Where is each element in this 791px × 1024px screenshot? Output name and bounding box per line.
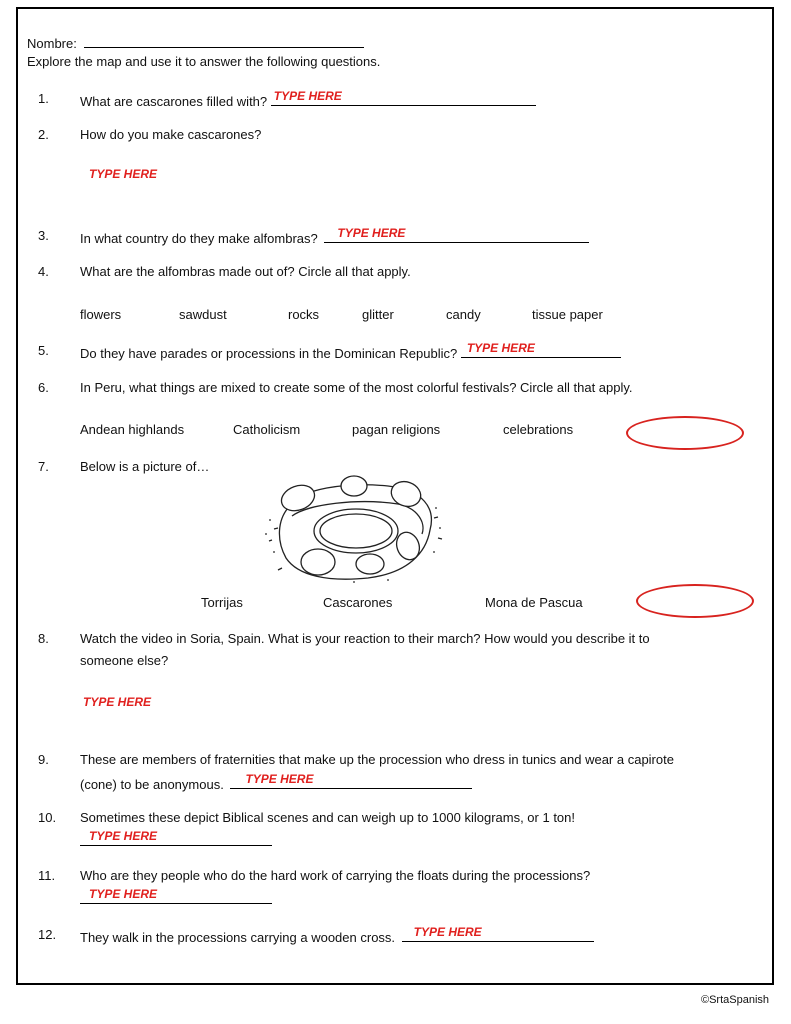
q8-answer[interactable]: TYPE HERE bbox=[83, 695, 152, 709]
q9-text-line2: (cone) to be anonymous. bbox=[80, 777, 224, 792]
q12-row bbox=[80, 927, 594, 946]
q4-option-rocks[interactable]: rocks bbox=[288, 307, 320, 322]
q7-number: 7. bbox=[38, 459, 49, 474]
q7-option-torrijas[interactable]: Torrijas bbox=[201, 595, 243, 610]
q8-text-line2: someone else? bbox=[80, 653, 169, 668]
instructions: Explore the map and use it to answer the following questions. bbox=[27, 54, 381, 69]
q5-text: Do they have parades or processions in the Dominican Republic? bbox=[80, 346, 458, 361]
q9-answer[interactable]: TYPE HERE bbox=[245, 772, 314, 786]
q3-answer-field[interactable] bbox=[324, 228, 589, 243]
q6-option-pagan-religions[interactable]: pagan religions bbox=[352, 422, 441, 437]
q4-number: 4. bbox=[38, 264, 49, 279]
q12-answer[interactable]: TYPE HERE bbox=[413, 925, 482, 939]
q4-option-flowers[interactable]: flowers bbox=[80, 307, 122, 322]
q2-answer[interactable]: TYPE HERE bbox=[89, 167, 158, 181]
q12-text: They walk in the processions carrying a wooden cross. bbox=[80, 930, 396, 945]
q11-answer-row bbox=[80, 889, 272, 908]
q7-text: Below is a picture of… bbox=[80, 459, 210, 474]
q10-answer-row bbox=[80, 831, 272, 850]
name-label: Nombre: bbox=[27, 36, 77, 51]
copyright: ©SrtaSpanish bbox=[700, 994, 769, 1006]
q4-option-glitter[interactable]: glitter bbox=[362, 307, 394, 322]
q1-number: 1. bbox=[38, 91, 49, 106]
q10-answer[interactable]: TYPE HERE bbox=[89, 829, 158, 843]
q11-text: Who are they people who do the hard work of carrying the floats during the processions? bbox=[80, 868, 591, 883]
q5-answer-field[interactable] bbox=[461, 343, 621, 358]
q4-option-candy[interactable]: candy bbox=[446, 307, 481, 322]
q6-option-catholicism[interactable]: Catholicism bbox=[233, 422, 301, 437]
q6-option-andean-highlands[interactable]: Andean highlands bbox=[80, 422, 185, 437]
q1-text: What are cascarones filled with? bbox=[80, 94, 268, 109]
name-row bbox=[27, 33, 364, 52]
q6-number: 6. bbox=[38, 380, 49, 395]
name-field[interactable] bbox=[84, 33, 364, 48]
q1-answer[interactable]: TYPE HERE bbox=[273, 89, 342, 103]
q10-answer-field[interactable] bbox=[80, 831, 272, 846]
q11-number: 11. bbox=[38, 868, 56, 883]
q10-number: 10. bbox=[38, 810, 57, 825]
q9-row bbox=[80, 774, 472, 793]
q5-answer[interactable]: TYPE HERE bbox=[466, 341, 535, 355]
q4-option-tissue-paper[interactable]: tissue paper bbox=[532, 307, 603, 322]
q11-answer[interactable]: TYPE HERE bbox=[89, 887, 158, 901]
q9-number: 9. bbox=[38, 752, 49, 767]
q7-answer-circle[interactable] bbox=[636, 584, 754, 618]
q2-number: 2. bbox=[38, 127, 49, 142]
q4-option-sawdust[interactable]: sawdust bbox=[179, 307, 227, 322]
q7-option-mona-de-pascua[interactable]: Mona de Pascua bbox=[485, 595, 583, 610]
q2-text: How do you make cascarones? bbox=[80, 127, 262, 142]
q10-text: Sometimes these depict Biblical scenes and can weigh up to 1000 kilograms, or 1 ton! bbox=[80, 810, 575, 825]
q8-number: 8. bbox=[38, 631, 49, 646]
q3-answer[interactable]: TYPE HERE bbox=[337, 226, 406, 240]
cascarones-picture bbox=[258, 468, 444, 586]
q3-number: 3. bbox=[38, 228, 49, 243]
q3-text: In what country do they make alfombras? bbox=[80, 231, 318, 246]
q5-row bbox=[80, 343, 621, 362]
q5-number: 5. bbox=[38, 343, 49, 358]
q9-answer-field[interactable] bbox=[230, 774, 472, 789]
q1-answer-field[interactable] bbox=[271, 91, 536, 106]
q1-row bbox=[80, 91, 536, 110]
q12-number: 12. bbox=[38, 927, 57, 942]
q9-text-line1: These are members of fraternities that make up the procession who dress in tunics and wear a capirote bbox=[80, 752, 674, 767]
q6-text: In Peru, what things are mixed to create some of the most colorful festivals? Circle all that apply. bbox=[80, 380, 633, 395]
q11-answer-field[interactable] bbox=[80, 889, 272, 904]
q3-row bbox=[80, 228, 589, 247]
q6-answer-circle[interactable] bbox=[626, 416, 744, 450]
q8-text-line1: Watch the video in Soria, Spain. What is your reaction to their march? How would you describe it to bbox=[80, 631, 650, 646]
q7-option-cascarones[interactable]: Cascarones bbox=[323, 595, 393, 610]
q6-option-celebrations[interactable]: celebrations bbox=[503, 422, 574, 437]
q12-answer-field[interactable] bbox=[402, 927, 594, 942]
q4-text: What are the alfombras made out of? Circle all that apply. bbox=[80, 264, 411, 279]
